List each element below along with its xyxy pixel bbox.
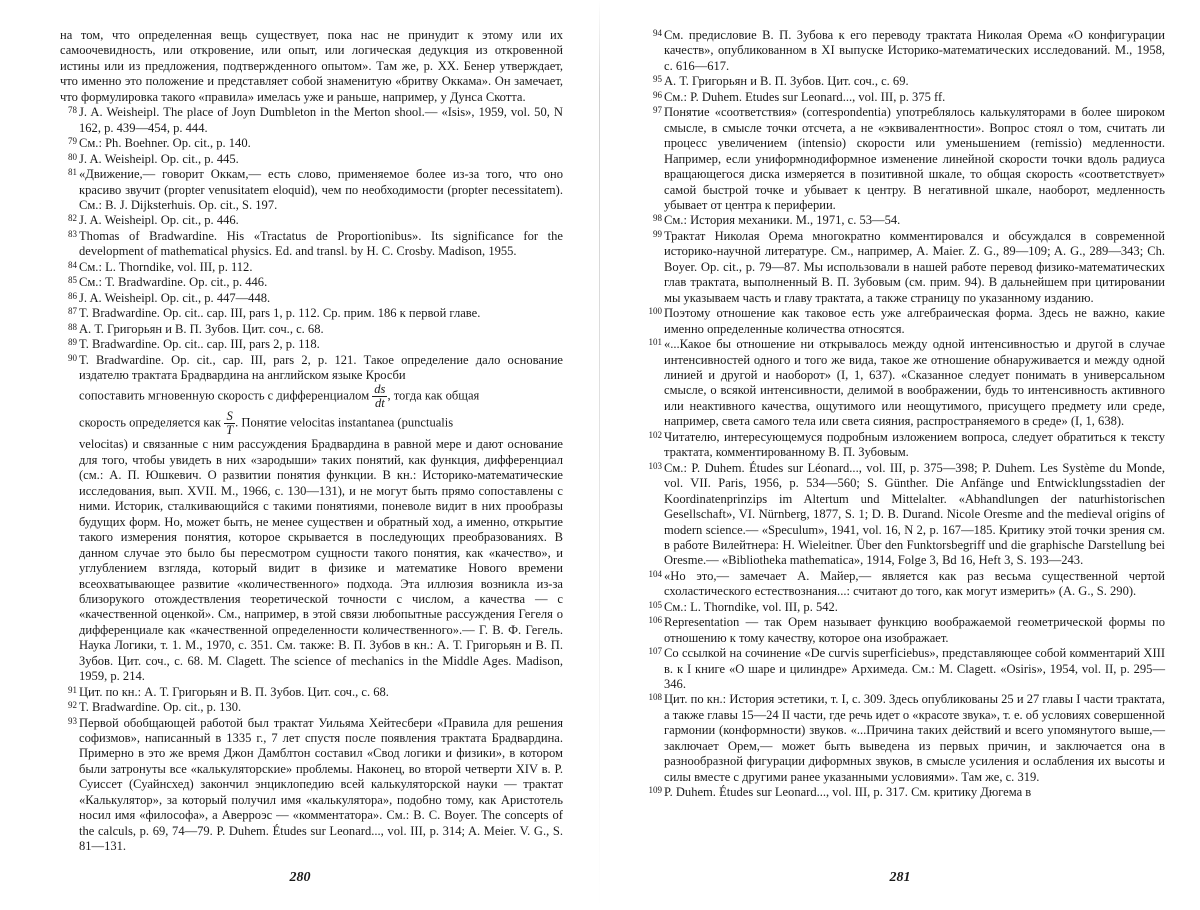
footnote-number: 84 (68, 259, 77, 270)
footnote-number: 79 (68, 136, 77, 147)
footnote-number: 88 (68, 321, 77, 332)
page-number: 280 (289, 870, 311, 885)
footnote-number: 107 (648, 646, 662, 657)
footnote-78 (60, 105, 563, 136)
footnote-text: J. A. Weisheipl. The place of Joyn Dumbleton in the Merton shool.— «Isis», 1959, vol. 50, N 162, p. 439—454, p. 444. (79, 105, 563, 135)
footnote-number: 89 (68, 337, 77, 348)
footnote-number: 101 (648, 337, 662, 348)
footnote-text: См.: L. Thorndike, vol. III, p. 542. (664, 599, 838, 614)
footnote-text: А. Т. Григорьян и В. П. Зубов. Цит. соч., с. 69. (664, 74, 909, 89)
footnote-number: 109 (648, 785, 662, 796)
footnote-text: Representation — так Орем называет функцию воображаемой геометрической формы по отношению к тому качеству, которое она изображает. (664, 615, 1165, 645)
footnote-86 (60, 291, 563, 306)
right-page (600, 0, 1200, 910)
footnote-number: 80 (68, 151, 77, 162)
footnote-87 (60, 306, 563, 321)
footnote-list (60, 105, 563, 352)
footnote-90-part4: velocitas) и связанные с ним рассуждения Брадвардина в равной мере и дают основание для того, чтобы увидеть в них «зародыши» таких понятий, как функция, дифференциал (см.: А. П. Юшкевич. О развитии понятия функции. В кн.: Историко-математические исследования, вып. XVII. М., 1966, с. 130—131), и не могут быть прямо сопоставлены с ними. Историк, сталкивающийся с такими понятиями, поневоле видит в них прообразы будущих форм. Но, может быть, не менее существен и обратный ход, а именно, открытие такого измерения понятия, которое скрывается в последующих преобразованиях. В данном случае это было бы пересмотром сущности такого понятия, как «качество», и углублением взгляда, который видит в физике и математике Нового времени всеохватывающее развитие «количественного» подхода. Эта иллюзия возникла из-за близорукого отождествления теоретической точности с числом, а качества — с «качественной оценкой». См., например, в этой связи любопытные рассуждения Гегеля о дифференциале как «качественной определенности количественного».— Г. В. Ф. Гегель. Наука Логики, т. 1. М., 1970, с. 351. См. также: В. П. Зубов в кн.: А. Т. Григорьян и В. П. Зубов. Цит. соч., с. 68. M. Clagett. The science of mechanics in the Middle Ages. Madison, 1959, p. 214. (79, 437, 563, 684)
footnote-number: 92 (68, 700, 77, 711)
right-page-text (645, 28, 1165, 801)
footnote-107 (645, 646, 1165, 692)
fraction-numerator: ds (374, 382, 386, 397)
footnote-102 (645, 430, 1165, 461)
footnote-number: 103 (648, 460, 662, 471)
fraction-ds-dt (372, 383, 387, 410)
footnote-number: 85 (68, 275, 77, 286)
footnote-text: «Но это,— замечает А. Майер,— является как раз весьма существенной чертой схоластического естествознания...: считают до того, как могут измерить» (A. G., S. 290). (664, 568, 1165, 599)
footnote-text: См.: Ph. Boehner. Op. cit., p. 140. (79, 136, 251, 151)
footnote-text: T. Bradwardine. Op. cit., p. 130. (79, 700, 242, 715)
footnote-text: Поэтому отношение как таковое есть уже алгебраическая форма. Здесь не важно, какие именно определенные количества относятся. (664, 306, 1165, 336)
left-page-text (60, 28, 563, 855)
footnote-97 (645, 105, 1165, 213)
footnote-number: 106 (648, 615, 662, 626)
footnote-text: А. Т. Григорьян и В. П. Зубов. Цит. соч., с. 68. (79, 321, 324, 336)
footnote-text: Читателю, интересующемуся подробным изложением вопроса, следует обратиться к тексту трактата, комментированному В. П. Зубовым. (664, 429, 1165, 460)
footnote-100 (645, 306, 1165, 337)
footnote-92 (60, 700, 563, 715)
footnote-text: J. A. Weisheipl. Op. cit., p. 445. (79, 151, 239, 166)
footnote-list-tail (60, 685, 563, 855)
footnote-number: 83 (68, 228, 77, 239)
footnote-text: См. предисловие В. П. Зубова к его переводу трактата Николая Орема «О конфигурации качеств», опубликованном в XI выпуске Историко-математических исследований. М., 1958, с. 616—617. (664, 28, 1165, 73)
footnote-text: «Движение,— говорит Оккам,— есть слово, применяемое более из-за того, что оно красиво звучит (propter venusitatem eloquid), чем по необходимости (propter necessitatem). См.: B. J. Dijksterhuis. Op. cit., S. 197. (79, 167, 563, 212)
footnote-text: T. Bradwardine. Op. cit.. cap. III, pars 2, p. 118. (79, 337, 320, 352)
footnote-101 (645, 337, 1165, 430)
footnote-text: T. Bradwardine. Op. cit.. cap. III, pars 1, p. 112. Ср. прим. 186 к первой главе. (79, 306, 481, 321)
footnote-79 (60, 136, 563, 151)
footnote-number: 86 (68, 290, 77, 301)
footnote-95 (645, 74, 1165, 89)
footnote-99 (645, 229, 1165, 306)
footnote-90-part1: T. Bradwardine. Op. cit., cap. III, pars 2, p. 121. Такое определение дало основание издателю трактата Брадвардина на английском языке Кросби (79, 352, 563, 382)
footnote-105 (645, 600, 1165, 615)
footnote-90 (60, 353, 563, 685)
footnote-number: 98 (653, 213, 662, 224)
footnote-number: 108 (648, 692, 662, 703)
footnote-number: 81 (68, 167, 77, 178)
footnote-90-part3b: . Понятие velocitas instantanea (punctualis (235, 415, 454, 430)
footnote-96 (645, 90, 1165, 105)
footnote-80 (60, 152, 563, 167)
fraction-s-t (224, 410, 235, 437)
footnote-90-part2a: сопоставить мгновенную скорость с дифференциалом (79, 388, 370, 403)
footnote-text: См.: История механики. М., 1971, с. 53—54. (664, 213, 901, 228)
fraction-denominator: dt (374, 396, 385, 411)
footnote-text: J. A. Weisheipl. Op. cit., p. 447—448. (79, 290, 271, 305)
lead-paragraph: на том, что определенная вещь существует, пока нас не принудит к этому или их самоочевидность, или откровение, или опыт, или логическая дедукция из откровенной истины или из предложения, подтвержденного опытом». Там же, p. XX. Бенер утверждает, что именно это положение и представляет собой знаменитую «бритву Оккама». Он замечает, что формулировка такого «правила» имелась уже и раньше, например, у Дунса Скотта. (60, 28, 563, 104)
footnote-text: Thomas of Bradwardine. His «Tractatus de Proportionibus». Its significance for the development of mathematical physics. Ed. and transl. by H. C. Crosby. Madison, 1955. (79, 228, 563, 259)
footnote-number: 99 (653, 228, 662, 239)
footnote-text: См.: P. Duhem. Etudes sur Leonard..., vol. III, p. 375 ff. (664, 89, 946, 104)
footnote-number: 94 (653, 28, 662, 38)
footnote-text: «...Какое бы отношение ни открывалось между одной интенсивностью и другой в случае интенсивностей одного и того же вида, такое же отношение обнаруживается и между одной линией и другой и наоборот» (I, 1, 637). «Сказанное следует понимать в универсальном смысле, о всякой интенсивности, делимой в воображении, будь то интенсивность активного или неактивного качества, ощутимого или неощутимого, присущего предмету или среде, например, света самого тела или света сияния, распространяемого в среде» (I, 1, 638). (664, 337, 1165, 429)
footnote-text: Понятие «соответствия» (correspondentia) употреблялось калькуляторами в более широком смысле, в смысле точки отсчета, а не «эквивалентности». Вопрос стоял о том, считать ли процесс увеличением (intensio) скорости или уменьшением (remissio) медленности. Например, если униформнодиформное изменение линейной скорости точки вдоль радиуса вращающегося диска измеряется в позитивной шкале, то общая скорость «соответствует» самой быстрой точке и убывает к центру. В негативной шкале, наоборот, медленность убывает от центра к периферии. (664, 105, 1165, 212)
footnote-98 (645, 213, 1165, 228)
footnote-number: 93 (68, 715, 77, 726)
footnote-text: См.: P. Duhem. Études sur Léonard..., vol. III, p. 375—398; P. Duhem. Les Système du Monde, vol. VII. Paris, 1956, p. 534—560; S. Günther. Die Anfänge und Entwicklungsstadien der Koordinatenprinzips im Altertum und Mittelalter. «Abhandlungen der naturhistorischen Gesellschaft», VI. Nürnberg, 1877, S. 1; D. B. Durand. Nicole Oresme and the medieval origins of modern science.— «Speculum», 1941, vol. 16, N 2, p. 167—185. Критику этой точки зрения см. в работе Вилейтнера: H. Wieleitner. Über den Funktorsbegriff und die graphische Darstellung bei Oresme.— «Bibliotheka mathematica», 1914, Folge 3, Bd 16, Heft 3, S. 193—243. (664, 460, 1165, 568)
footnote-93 (60, 716, 563, 855)
footnote-number: 95 (653, 74, 662, 85)
footnote-text: Цит. по кн.: А. Т. Григорьян и В. П. Зубов. Цит. соч., с. 68. (79, 684, 389, 699)
footnote-text: Трактат Николая Орема многократно комментировался и обсуждался в современной историко-научной литературе. См., например, A. Maier. Z. G., 89—109; A. G., 289—343; Ch. Boyer. Op. cit., p. 79—87. Мы использовали в нашей работе перевод физико-математических глав трактата, выполненный В. П. Зубовым (см. прим. 94). В дальнейшем при цитировании мы указываем часть и главу трактата, а также страницу по указанному изданию. (664, 228, 1165, 305)
formula-line-2 (79, 410, 563, 437)
footnote-number: 105 (648, 599, 662, 610)
footnote-number: 97 (653, 105, 662, 116)
footnote-94 (645, 28, 1165, 74)
footnote-108 (645, 692, 1165, 785)
footnote-number: 104 (648, 568, 662, 579)
footnote-number: 91 (68, 684, 77, 695)
footnote-90-part3a: скорость определяется как (79, 415, 221, 430)
footnote-text: См.: L. Thorndike, vol. III, p. 112. (79, 259, 253, 274)
footnote-109 (645, 785, 1165, 800)
footnote-text: Цит. по кн.: История эстетики, т. I, с. 309. Здесь опубликованы 25 и 27 главы I части трактата, а также главы 15—24 II части, где речь идет о «красоте звука», т. е. об условиях совершенной гармонии (конформности) звуков. «...Причина таких действий и всего упомянутого выше,— заключает Орем,— может быть выведена из первых причин, и заключается она в разнообразной фигурации диформных звуков, в смысле усиления и ослабления их высоты и силы вместе с другими ранее указанными условиями». Там же, с. 319. (664, 692, 1165, 784)
footnote-84 (60, 260, 563, 275)
footnote-text: Первой обобщающей работой был трактат Уильяма Хейтесбери «Правила для решения софизмов», написанный в 1335 г., 7 лет спустя после появления трактата Брадвардина. Примерно в это же время Джон Дамблтон составил «Свод логики и физики», в котором были затронуты все «калькуляторские» проблемы. Наконец, во второй четверти XIV в. Р. Суиссет (Суайнсхед) закончил энциклопедию всей калькуляторской науки — трактат «Калькулятор», за который получил имя «калькулятора», подобно тому, как Аристотель носил имя «философа», а Аверроэс — «комментатора». См.: B. C. Boyer. The concepts of the calculs, p. 69, 74—79. P. Duhem. Études sur Leonard..., vol. III, p. 314; A. Meier. V. G., S. 81—131. (79, 715, 563, 854)
fraction-denominator: T (226, 423, 234, 438)
footnote-85 (60, 275, 563, 290)
formula-line-1 (79, 383, 563, 410)
page-number: 281 (889, 870, 911, 885)
footnote-90-part2b: , тогда как общая (387, 388, 480, 403)
footnote-text: Со ссылкой на сочинение «De curvis superficiebus», представляющее собой комментарий XIII в. к I книге «О шаре и цилиндре» Архимеда. См.: M. Clagett. «Osiris», 1954, vol. II, p. 295—346. (664, 646, 1165, 692)
footnote-89 (60, 337, 563, 352)
footnote-81 (60, 167, 563, 213)
fraction-numerator: S (224, 410, 235, 424)
footnote-text: См.: T. Bradwardine. Op. cit., p. 446. (79, 275, 268, 290)
footnote-number: 96 (653, 89, 662, 100)
footnote-88 (60, 322, 563, 337)
footnote-82 (60, 213, 563, 228)
footnote-104 (645, 569, 1165, 600)
footnote-number: 87 (68, 306, 77, 317)
footnote-number: 78 (68, 105, 77, 116)
footnote-103 (645, 461, 1165, 569)
footnote-text: J. A. Weisheipl. Op. cit., p. 446. (79, 213, 239, 228)
footnote-number: 90 (68, 352, 77, 363)
footnote-106 (645, 615, 1165, 646)
footnote-83 (60, 229, 563, 260)
footnote-number: 100 (648, 306, 662, 317)
footnote-number: 82 (68, 213, 77, 224)
footnote-list (645, 28, 1165, 801)
footnote-number: 102 (648, 429, 662, 440)
footnote-91 (60, 685, 563, 700)
footnote-text: P. Duhem. Études sur Leonard..., vol. III, p. 317. См. критику Дюгема в (664, 785, 1032, 800)
